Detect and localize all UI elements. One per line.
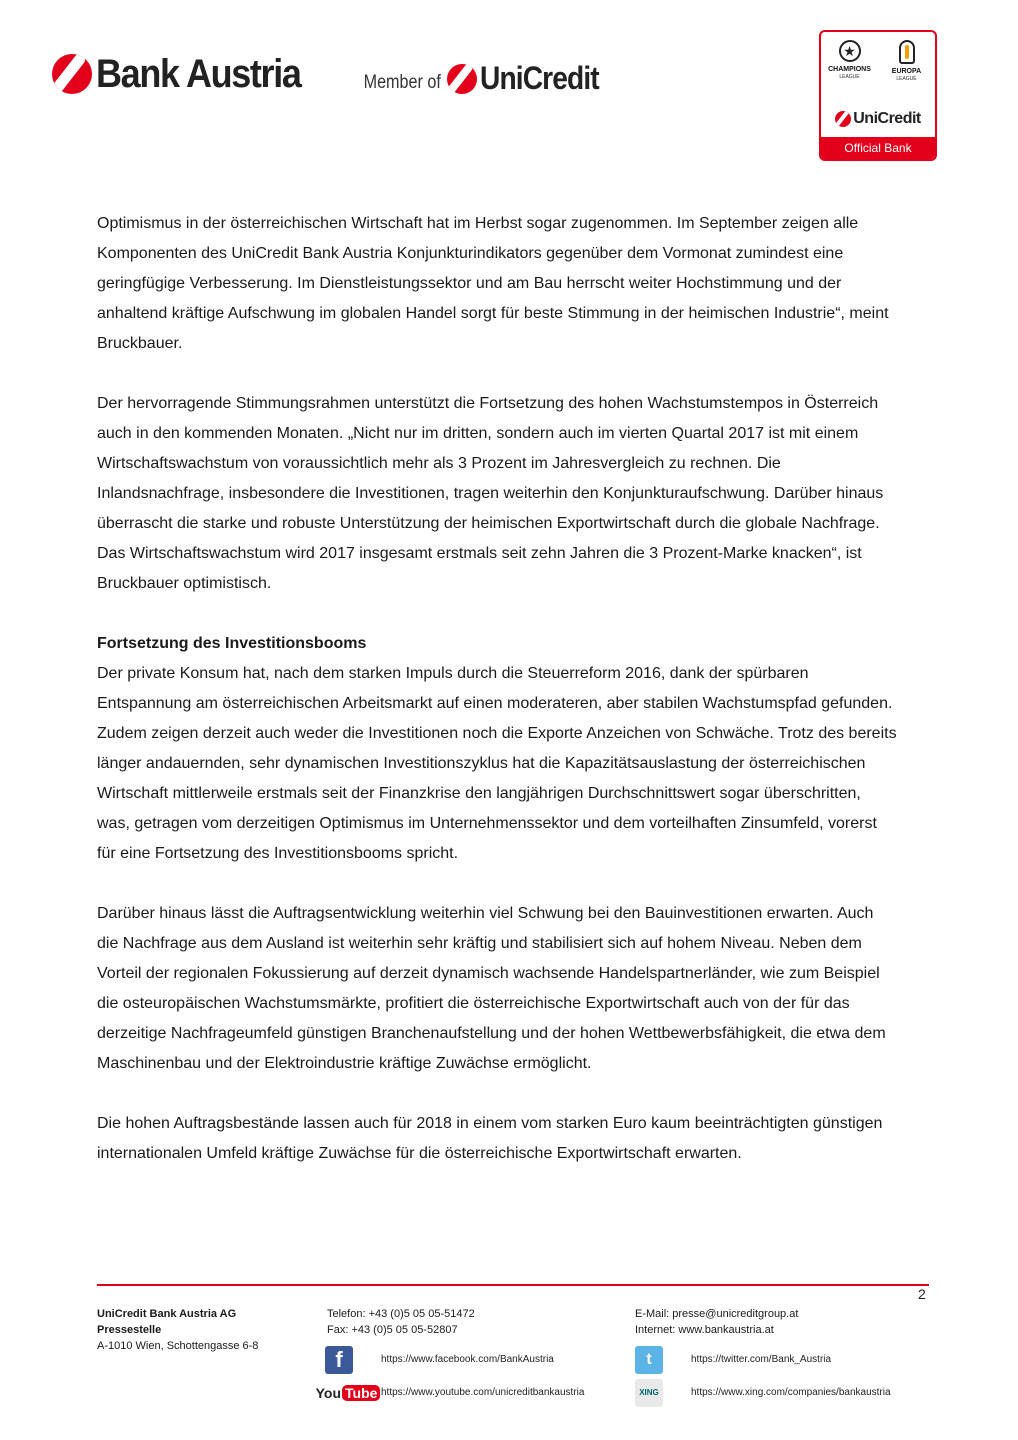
footer-address: A-1010 Wien, Schottengasse 6-8 [97, 1340, 259, 1352]
youtube-url[interactable]: https://www.youtube.com/unicreditbankaustria [381, 1387, 585, 1398]
footer-internet[interactable]: Internet: www.bankaustria.at [635, 1324, 774, 1336]
footer-online-block [635, 1306, 798, 1338]
partner-brand-name: UniCredit [479, 60, 599, 96]
youtube-link[interactable] [315, 1379, 585, 1407]
badge-sponsor-name: UniCredit [853, 110, 921, 127]
footer-department: Pressestelle [97, 1324, 162, 1336]
champions-sub-label: LEAGUE [839, 74, 860, 80]
trophy-icon [899, 40, 915, 64]
champions-label: CHAMPIONS [828, 66, 871, 73]
paragraph-4: Darüber hinaus lässt die Auftragsentwicklung weiterhin viel Schwung bei den Bauinvestitionen erwarten. Auch die Nachfrage aus dem Ausland ist weiterhin sehr kräftig und stabilisiert sich auf hohem Niveau. Neben dem Vorteil der regionalen Fokussierung auf derzeit dynamisch wachsende Handelspartnerländer, wie zum Beispiel die osteuropäischen Wachstumsmärkte, profitiert die österreichische Exportwirtschaft auch von der für das derzeitige Nachfrageumfeld günstigen Branchenaufstellung und der hohen Wettbewerbsfähigkeit, die etwa dem Maschinenbau und der Elektroindustrie kräftige Zuwächse ermöglicht. [97, 905, 886, 1072]
champions-league-logo [825, 40, 875, 82]
badge-unicredit-logo [821, 110, 935, 128]
paragraph-3: Der private Konsum hat, nach dem starken Impuls durch die Steuerreform 2016, dank der spürbaren Entspannung am österreichischen Arbeitsmarkt auf einen moderateren, aber stabilen Wachstumspfad gefunden. Zudem zeigen derzeit auch weder die Investitionen noch die Exporte Anzeichen von Schwäche. Trotz des bereits länger andauernden, sehr dynamischen Investitionszyklus hat die Kapazitätsauslastung der österreichischen Wirtschaft mittlerweile erstmals seit der Finanzkrise den langjährigen Durchschnittswert sogar überschritten, was, getragen vom derzeitigen Optimismus im Unternehmenssektor und dem vorteilhaften Zinsumfeld, vorerst für eine Fortsetzung des Investitionsbooms spricht. [97, 665, 897, 862]
europa-label: EUROPA [891, 68, 922, 75]
footer-company-block [97, 1306, 258, 1354]
footer-company: UniCredit Bank Austria AG [97, 1308, 237, 1320]
brand-name: Bank Austria [96, 51, 301, 96]
facebook-icon: f [325, 1346, 353, 1374]
xing-icon: XING [635, 1379, 663, 1407]
member-of-label: Member of [363, 71, 441, 93]
starball-icon [839, 40, 861, 62]
page-number: 2 [918, 1286, 926, 1302]
member-of-unicredit [350, 60, 615, 97]
unicredit-swirl-icon [447, 64, 477, 94]
footer-fax: Fax: +43 (0)5 05 05-52807 [327, 1324, 458, 1336]
xing-link[interactable] [635, 1379, 891, 1407]
page-header [0, 0, 1018, 190]
bank-austria-logo [52, 52, 323, 96]
document-body [97, 209, 897, 1199]
footer-divider [97, 1284, 929, 1286]
unicredit-swirl-icon [835, 111, 851, 127]
footer-email[interactable]: E-Mail: presse@unicreditgroup.at [635, 1308, 799, 1320]
facebook-link[interactable] [325, 1346, 554, 1374]
twitter-link[interactable] [635, 1346, 831, 1374]
paragraph-1: Optimismus in der österreichischen Wirtschaft hat im Herbst sogar zugenommen. Im September zeigen alle Komponenten des UniCredit Bank Austria Konjunkturindikators gegenüber dem Vormonat zumindest eine geringfügige Verbesserung. Im Dienstleistungssektor und am Bau herrscht weiter Hochstimmung und der anhaltend kräftige Aufschwung im globalen Handel sorgt für beste Stimmung in der heimischen Industrie“, meint Bruckbauer. [97, 215, 889, 352]
twitter-url[interactable]: https://twitter.com/Bank_Austria [691, 1354, 832, 1365]
paragraph-5: Die hohen Auftragsbestände lassen auch für 2018 in einem vom starken Euro kaum beeinträchtigten günstigen internationalen Umfeld kräftige Zuwächse für die österreichische Exportwirtschaft erwarten. [97, 1115, 883, 1162]
europa-league-logo [882, 40, 932, 82]
unicredit-swirl-icon [52, 54, 92, 94]
youtube-icon: You Tube [323, 1379, 373, 1407]
section-heading: Fortsetzung des Investitionsbooms [97, 635, 367, 652]
europa-sub-label: LEAGUE [896, 76, 917, 82]
paragraph-2: Der hervorragende Stimmungsrahmen unterstützt die Fortsetzung des hohen Wachstumstempos in Österreich auch in den kommenden Monaten. „Nicht nur im dritten, sondern auch im vierten Quartal 2017 ist mit einem Wirtschaftswachstum von voraussichtlich mehr als 3 Prozent im Jahresvergleich zu rechnen. Die Inlandsnachfrage, insbesondere die Investitionen, tragen weiterhin den Konjunkturaufschwung. Darüber hinaus überrascht die starke und robuste Unterstützung der heimischen Exportwirtschaft durch die globale Nachfrage. Das Wirtschaftswachstum wird 2017 insgesamt erstmals seit zehn Jahren die 3 Prozent-Marke knacken“, ist Bruckbauer optimistisch. [97, 395, 884, 592]
badge-league-logos [821, 40, 935, 82]
twitter-icon: t [635, 1346, 663, 1374]
footer-phone: Telefon: +43 (0)5 05 05-51472 [327, 1308, 475, 1320]
footer-contact-block [327, 1306, 475, 1338]
badge-official-bank-label: Official Bank [821, 137, 935, 159]
official-bank-badge [819, 30, 937, 161]
facebook-url[interactable]: https://www.facebook.com/BankAustria [381, 1354, 554, 1365]
xing-url[interactable]: https://www.xing.com/companies/bankaustria [691, 1387, 891, 1398]
